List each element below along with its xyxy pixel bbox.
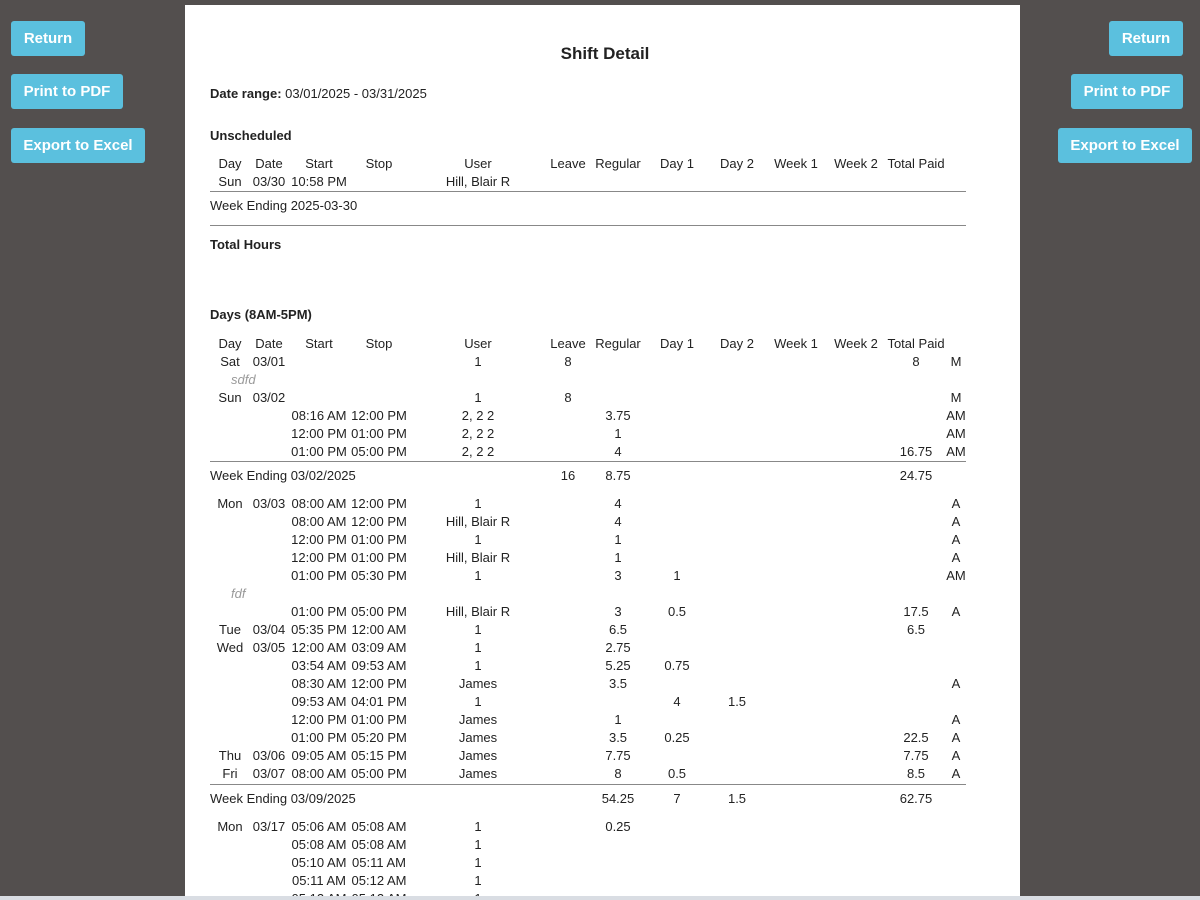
divider [210, 784, 966, 785]
cell-date: 03/02 [252, 390, 286, 405]
week-ending-label: Week Ending 03/09/2025 [210, 791, 356, 806]
cell-date: 03/30 [252, 174, 286, 189]
cell-user: James [458, 712, 498, 727]
cell-user: Hill, Blair R [445, 604, 511, 619]
days-column-header: Week 2 [834, 336, 878, 351]
cell-total: 22.5 [903, 730, 929, 745]
days-column-header: Leave [550, 336, 586, 351]
cell-stop: 05:00 PM [351, 604, 407, 619]
cell-start: 01:00 PM [291, 604, 347, 619]
report-title: Shift Detail [560, 44, 650, 63]
cell-user: Hill, Blair R [445, 514, 511, 529]
cell-user: 1 [474, 640, 482, 655]
unscheduled-column-header: Stop [365, 156, 393, 171]
cell-start: 03:54 AM [291, 658, 347, 673]
cell-total: 16.75 [899, 444, 933, 459]
shift-note: fdf [231, 586, 246, 601]
unscheduled-column-header: Week 1 [774, 156, 818, 171]
cell-total: 7.75 [903, 748, 929, 763]
cell-day: Tue [219, 622, 241, 637]
cell-user: Hill, Blair R [445, 550, 511, 565]
cell-stop: 01:00 PM [351, 532, 407, 547]
cell-regular: 4 [614, 514, 622, 529]
cell-day: Sat [220, 354, 240, 369]
cell-start: 05:11 AM [292, 873, 346, 888]
cell-total: 8 [912, 354, 920, 369]
cell-day: Sun [218, 174, 242, 189]
cell-regular: 0.25 [605, 819, 631, 834]
cell-user: 2, 2 2 [461, 444, 495, 459]
cell-user: 1 [474, 622, 482, 637]
days-column-header: Start [305, 336, 333, 351]
cell-day1: 0.5 [667, 766, 687, 781]
cell-start: 01:00 PM [291, 730, 347, 745]
days-column-header: Total Paid [887, 336, 945, 351]
cell-regular: 3 [614, 604, 622, 619]
cell-stop: 05:12 AM [351, 873, 407, 888]
cell-regular: 3.5 [608, 676, 628, 691]
cell-regular: 4 [614, 444, 622, 459]
days-column-header: Week 1 [774, 336, 818, 351]
cell-user: 1 [474, 873, 482, 888]
cell-start: 08:30 AM [291, 676, 347, 691]
cell-regular: 5.25 [605, 658, 631, 673]
week-total-day2: 1.5 [727, 791, 747, 806]
cell-start: 05:35 PM [291, 622, 347, 637]
cell-user: 1 [474, 568, 482, 583]
week-total-day1: 7 [673, 791, 681, 806]
return-button[interactable]: Return [11, 21, 85, 56]
cell-user: James [458, 748, 498, 763]
week-total-paid: 24.75 [899, 468, 933, 483]
cell-stop: 03:09 AM [351, 640, 407, 655]
cell-stop: 09:53 AM [351, 658, 407, 673]
date-range [210, 86, 427, 102]
cell-stop: 05:00 PM [351, 444, 407, 459]
cell-day: Mon [217, 496, 243, 511]
cell-start: 01:00 PM [291, 568, 347, 583]
cell-start: 12:00 AM [291, 640, 347, 655]
cell-start: 05:08 AM [291, 837, 347, 852]
cell-start: 09:53 AM [291, 694, 347, 709]
cell-start: 09:05 AM [291, 748, 347, 763]
print-to-pdf-button-right[interactable]: Print to PDF [1071, 74, 1183, 109]
cell-user: Hill, Blair R [445, 174, 511, 189]
cell-user: James [458, 766, 498, 781]
week-total-leave: 16 [560, 468, 576, 483]
cell-flag: A [951, 766, 961, 781]
unscheduled-column-header: Week 2 [834, 156, 878, 171]
cell-flag: AM [946, 426, 966, 441]
cell-day1: 0.75 [664, 658, 690, 673]
date-range-value: 03/01/2025 - 03/31/2025 [285, 86, 427, 101]
section-title-unscheduled: Unscheduled [210, 128, 292, 143]
cell-flag: M [950, 354, 962, 369]
cell-flag: A [951, 514, 961, 529]
cell-start: 12:00 PM [291, 426, 347, 441]
cell-user: James [458, 730, 498, 745]
unscheduled-column-header: Day 1 [660, 156, 694, 171]
cell-flag: A [951, 604, 961, 619]
cell-user: 1 [474, 819, 482, 834]
cell-day: Wed [216, 640, 244, 655]
days-column-header: User [464, 336, 492, 351]
cell-flag: A [951, 676, 961, 691]
cell-start: 01:00 PM [291, 444, 347, 459]
cell-start: 10:58 PM [291, 174, 347, 189]
cell-stop: 12:00 AM [351, 622, 407, 637]
export-to-excel-button[interactable]: Export to Excel [11, 128, 145, 163]
cell-start: 08:00 AM [291, 514, 347, 529]
cell-start: 08:16 AM [291, 408, 347, 423]
cell-day1: 1 [673, 568, 681, 583]
return-button-right[interactable]: Return [1109, 21, 1183, 56]
cell-stop: 05:11 AM [352, 855, 406, 870]
cell-stop: 12:00 PM [351, 514, 407, 529]
cell-flag: A [951, 550, 961, 565]
week-ending-label: Week Ending 2025-03-30 [210, 198, 358, 213]
cell-total: 8.5 [906, 766, 926, 781]
cell-date: 03/07 [252, 766, 286, 781]
cell-date: 03/04 [252, 622, 286, 637]
unscheduled-column-header: Date [255, 156, 283, 171]
cell-start: 08:00 AM [291, 496, 347, 511]
cell-flag: AM [946, 444, 966, 459]
unscheduled-column-header: Total Paid [887, 156, 945, 171]
week-total-regular: 54.25 [601, 791, 635, 806]
cell-stop: 05:15 PM [351, 748, 407, 763]
bottom-bar [0, 896, 1200, 900]
cell-user: 2, 2 2 [461, 426, 495, 441]
section-title-days: Days (8AM-5PM) [210, 307, 312, 322]
cell-day1: 0.25 [664, 730, 690, 745]
cell-day2: 1.5 [727, 694, 747, 709]
days-column-header: Regular [595, 336, 641, 351]
cell-user: 1 [474, 390, 482, 405]
cell-day: Mon [217, 819, 243, 834]
cell-day: Thu [218, 748, 242, 763]
days-column-header: Day 1 [660, 336, 694, 351]
cell-day1: 4 [673, 694, 681, 709]
cell-day: Sun [218, 390, 242, 405]
cell-user: 1 [474, 837, 482, 852]
cell-flag: AM [946, 408, 966, 423]
total-hours-label: Total Hours [210, 237, 282, 252]
cell-regular: 1 [614, 712, 622, 727]
cell-user: 1 [474, 694, 482, 709]
cell-flag: A [951, 748, 961, 763]
cell-stop: 05:30 PM [351, 568, 407, 583]
report-page [185, 5, 1020, 900]
cell-flag: M [950, 390, 962, 405]
cell-day: Fri [222, 766, 238, 781]
cell-start: 05:10 AM [291, 855, 347, 870]
cell-flag: A [951, 730, 961, 745]
cell-stop: 12:00 PM [351, 676, 407, 691]
export-to-excel-button-right[interactable]: Export to Excel [1058, 128, 1192, 163]
cell-user: 1 [474, 496, 482, 511]
unscheduled-column-header: Day 2 [720, 156, 754, 171]
divider [210, 225, 966, 226]
week-total-regular: 8.75 [605, 468, 631, 483]
cell-start: 12:00 PM [291, 532, 347, 547]
days-column-header: Day [218, 336, 242, 351]
cell-date: 03/05 [252, 640, 286, 655]
cell-stop: 05:20 PM [351, 730, 407, 745]
cell-stop: 05:08 AM [351, 819, 407, 834]
week-total-paid: 62.75 [899, 791, 933, 806]
cell-regular: 8 [614, 766, 622, 781]
cell-regular: 3.75 [605, 408, 631, 423]
cell-regular: 3 [614, 568, 622, 583]
cell-stop: 01:00 PM [351, 426, 407, 441]
cell-regular: 1 [614, 550, 622, 565]
cell-date: 03/06 [252, 748, 286, 763]
cell-stop: 05:00 PM [351, 766, 407, 781]
cell-date: 03/03 [252, 496, 286, 511]
unscheduled-column-header: User [464, 156, 492, 171]
cell-regular: 1 [614, 532, 622, 547]
date-range-label: Date range: [210, 86, 282, 101]
cell-leave: 8 [564, 354, 572, 369]
cell-user: 2, 2 2 [461, 408, 495, 423]
cell-start: 12:00 PM [291, 712, 347, 727]
cell-user: 1 [474, 658, 482, 673]
cell-regular: 7.75 [605, 748, 631, 763]
unscheduled-column-header: Day [218, 156, 242, 171]
cell-regular: 1 [614, 426, 622, 441]
unscheduled-column-header: Leave [550, 156, 586, 171]
cell-total: 6.5 [906, 622, 926, 637]
cell-stop: 12:00 PM [351, 496, 407, 511]
cell-date: 03/17 [252, 819, 286, 834]
cell-start: 08:00 AM [291, 766, 347, 781]
cell-total: 17.5 [903, 604, 929, 619]
cell-user: 1 [474, 855, 482, 870]
cell-regular: 2.75 [605, 640, 631, 655]
cell-leave: 8 [564, 390, 572, 405]
unscheduled-column-header: Regular [595, 156, 641, 171]
cell-flag: A [951, 532, 961, 547]
cell-user: 1 [474, 354, 482, 369]
cell-flag: A [951, 712, 961, 727]
cell-regular: 3.5 [608, 730, 628, 745]
cell-stop: 04:01 PM [351, 694, 407, 709]
cell-user: James [458, 676, 498, 691]
cell-flag: A [951, 496, 961, 511]
cell-user: 1 [474, 532, 482, 547]
days-column-header: Stop [365, 336, 393, 351]
cell-stop: 01:00 PM [351, 712, 407, 727]
cell-date: 03/01 [252, 354, 286, 369]
cell-stop: 01:00 PM [351, 550, 407, 565]
cell-stop: 12:00 PM [351, 408, 407, 423]
days-column-header: Date [255, 336, 283, 351]
days-column-header: Day 2 [720, 336, 754, 351]
cell-stop: 05:08 AM [351, 837, 407, 852]
cell-day1: 0.5 [667, 604, 687, 619]
cell-start: 12:00 PM [291, 550, 347, 565]
week-ending-label: Week Ending 03/02/2025 [210, 468, 356, 483]
print-to-pdf-button[interactable]: Print to PDF [11, 74, 123, 109]
cell-regular: 4 [614, 496, 622, 511]
shift-note: sdfd [231, 372, 256, 387]
divider [210, 191, 966, 192]
cell-regular: 6.5 [608, 622, 628, 637]
cell-start: 05:06 AM [291, 819, 347, 834]
cell-flag: AM [946, 568, 966, 583]
unscheduled-column-header: Start [305, 156, 333, 171]
divider [210, 461, 966, 462]
